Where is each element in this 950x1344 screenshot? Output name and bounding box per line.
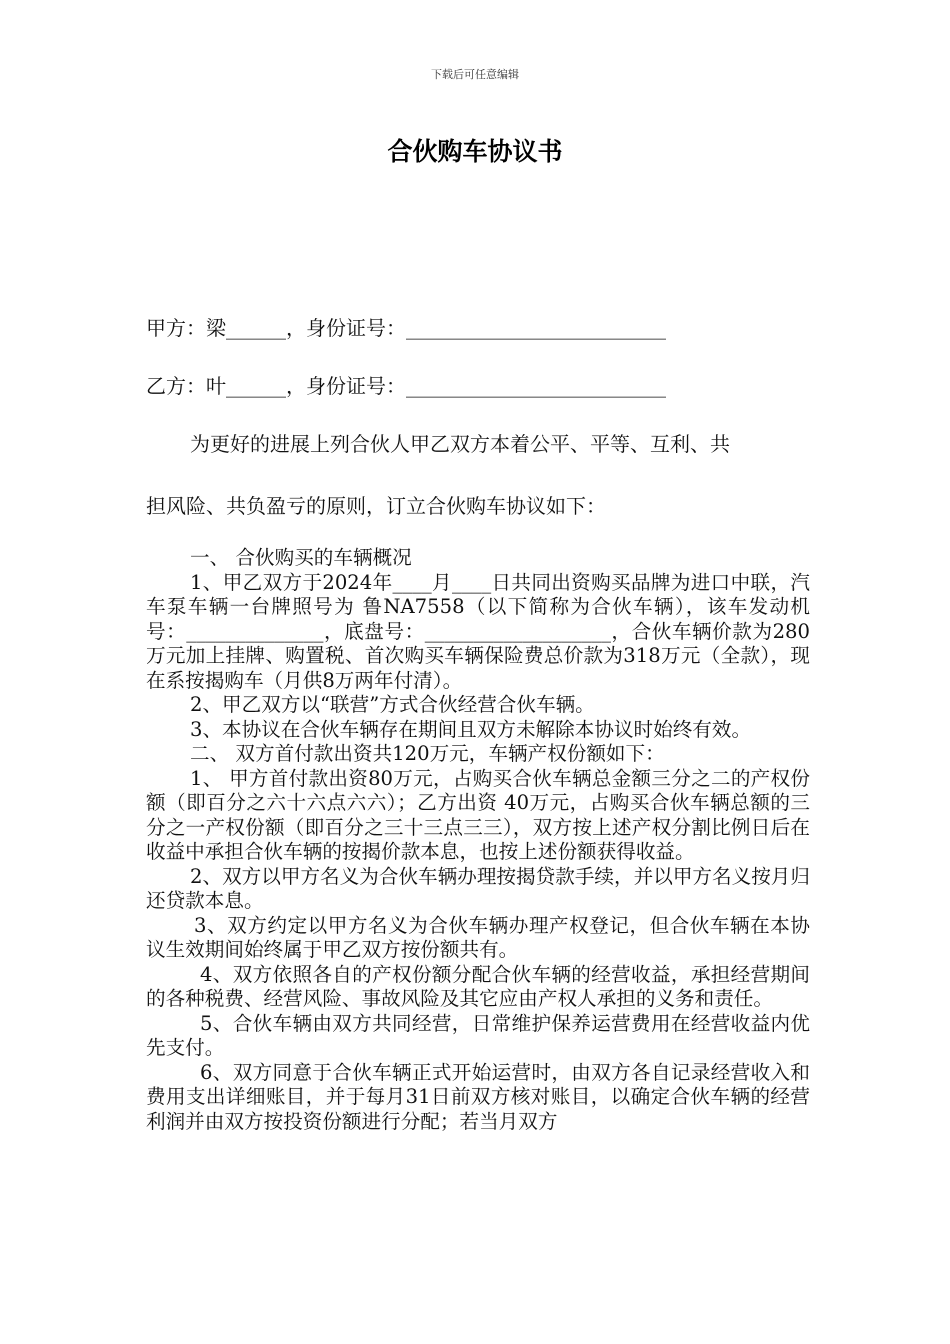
party-b-line: 乙方：叶______，身份证号：__________________________ (146, 374, 666, 398)
agreement-body (146, 546, 810, 1134)
clause-1-3: 3、本协议在合伙车辆存在期间且双方未解除本协议时始终有效。 (190, 717, 752, 741)
section-heading-1: 一、 合伙购买的车辆概况 (190, 546, 412, 569)
clause-2-2: 2、双方以甲方名义为合伙车辆办理按揭贷款手续，并以甲方名义按月归还贷款本息。 (146, 864, 810, 912)
intro-line-1: 为更好的进展上列合伙人甲乙双方本着公平、平等、互利、共 (190, 432, 730, 456)
document-title: 合伙购车协议书 (387, 137, 563, 166)
clause-1-1: 1、甲乙双方于2024年____月____日共同出资购买品牌为进口中联，汽车泵车辆一台牌照号为 鲁NA7558（以下简称为合伙车辆），该车发动机号：______________，底盘号：___________________，合伙车辆价款为280万元加上挂牌、购置税、首次购买车辆保险费总价款为318万元（全款），现在系按揭购车（月供8万两年付清）。 (146, 570, 810, 692)
header-note: 下载后可任意编辑 (431, 68, 519, 81)
intro-line-2: 担风险、共负盈亏的原则，订立合伙购车协议如下： (146, 494, 606, 518)
section-heading-2: 二、 双方首付款出资共120万元，车辆产权份额如下： (190, 742, 665, 765)
clause-2-3: 3、双方约定以甲方名义为合伙车辆办理产权登记，但合伙车辆在本协议生效期间始终属于甲乙双方按份额共有。 (146, 913, 810, 961)
clause-2-4: 4、双方依照各自的产权份额分配合伙车辆的经营收益，承担经营期间的各种税费、经营风险、事故风险及其它应由产权人承担的义务和责任。 (146, 962, 810, 1010)
clause-2-6: 6、双方同意于合伙车辆正式开始运营时，由双方各自记录经营收入和费用支出详细账目，并于每月31日前双方核对账目，以确定合伙车辆的经营利润并由双方按投资份额进行分配；若当月双方 (146, 1060, 810, 1133)
clause-1-2: 2、甲乙双方以“联营”方式合伙经营合伙车辆。 (190, 693, 595, 716)
party-a-line: 甲方：梁______，身份证号：__________________________ (146, 316, 666, 340)
clause-2-5: 5、合伙车辆由双方共同经营，日常维护保养运营费用在经营收益内优先支付。 (146, 1011, 810, 1059)
clause-2-1: 1、 甲方首付款出资80万元，占购买合伙车辆总金额三分之二的产权份额（即百分之六十六点六六）；乙方出资 40万元，占购买合伙车辆总额的三分之一产权份额（即百分之三十三点三三），双方按上述产权分割比例日后在收益中承担合伙车辆的按揭价款本息，也按上述份额获得收益。 (146, 766, 810, 863)
